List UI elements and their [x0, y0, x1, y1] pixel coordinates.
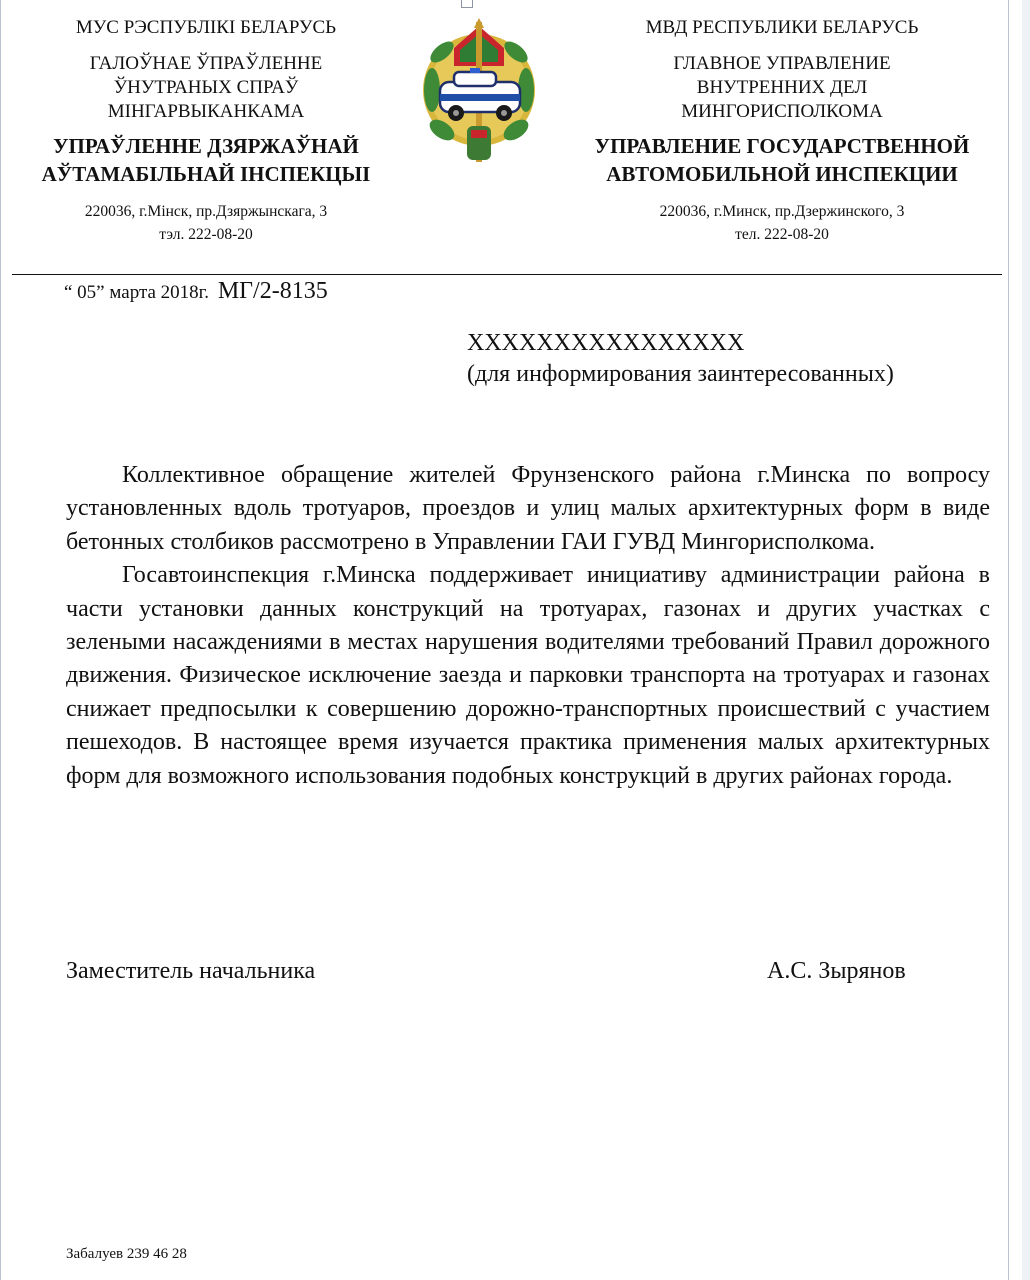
- division-ru-line-2: АВТОМОБИЛЬНОЙ ИНСПЕКЦИИ: [606, 162, 958, 186]
- ministry-by: МУС РЭСПУБЛІКІ БЕЛАРУСЬ: [75, 17, 337, 38]
- window-scroll-gutter: [1022, 0, 1030, 1280]
- department-by-line-1: ГАЛОЎНАЕ ЎПРАЎЛЕННЕ: [89, 53, 323, 74]
- department-by-line-3: МІНГАРВЫКАНКАМА: [107, 101, 305, 122]
- body-paragraph: Госавтоинспекция г.Минска поддерживает инициативу администрации района в части установки данных конструкций на тротуарах, газонах и других участках с зелеными насаждениями в местах нарушения водителями требований Правил дорожного движения. Физическое исключение заезда и парковки транспорта на тротуарах и газонах снижает предпосылки к совершению дорожно-транспортных происшествий с участием пешеходов. В настоящее время изучается практика применения малых архитектурных форм для возможного использования подобных конструкций в других районах города.: [66, 562, 990, 789]
- division-by-line-2: АЎТАМАБІЛЬНАЙ ІНСПЕКЦЫІ: [41, 162, 371, 186]
- page-frame-right: [1008, 0, 1009, 1280]
- address-ru: 220036, г.Минск, пр.Дзержинского, 3: [659, 203, 905, 220]
- address-by: 220036, г.Мінск, пр.Дзяржынскага, 3: [84, 203, 328, 220]
- letter-body: [66, 459, 990, 793]
- executor-note: Забалуев 239 46 28: [66, 1246, 187, 1262]
- phone-by: тэл. 222-08-20: [159, 226, 253, 243]
- ministry-ru: МВД РЕСПУБЛИКИ БЕЛАРУСЬ: [645, 17, 919, 38]
- signatory-title: Заместитель начальника: [66, 958, 316, 984]
- page-frame-left: [0, 0, 1, 1280]
- addressee-block: [467, 328, 894, 390]
- addressee-name: XXXXXXXXXXXXXXXX: [467, 330, 745, 356]
- addressee-note: (для информирования заинтересованных): [467, 361, 894, 387]
- signatory-name: А.С. Зырянов: [767, 958, 906, 984]
- traffic-police-emblem-icon: [418, 18, 540, 168]
- division-by-line-1: УПРАЎЛЕННЕ ДЗЯРЖАЎНАЙ: [53, 134, 359, 158]
- department-ru-line-1: ГЛАВНОЕ УПРАВЛЕНИЕ: [673, 53, 891, 74]
- letter-date: “ 05” марта 2018г.: [64, 282, 210, 303]
- department-by-line-2: ЎНУТРАНЫХ СПРАЎ: [113, 77, 299, 98]
- department-ru-line-2: ВНУТРЕННИХ ДЕЛ: [696, 77, 868, 98]
- body-paragraph: Коллективное обращение жителей Фрунзенского района г.Минска по вопросу установленных вдоль тротуаров, проездов и улиц малых архитектурных форм в виде бетонных столбиков рассмотрено в Управлении ГАИ ГУВД Мингорисполкома.: [66, 462, 990, 555]
- phone-ru: тел. 222-08-20: [735, 226, 829, 243]
- registration-number: МГ/2-8135: [217, 278, 328, 304]
- ruler-indent-marker[interactable]: [461, 0, 473, 8]
- letterhead-right: [576, 16, 988, 246]
- division-ru-line-1: УПРАВЛЕНИЕ ГОСУДАРСТВЕННОЙ: [594, 134, 970, 158]
- letterhead-left: [12, 16, 400, 246]
- department-ru-line-3: МИНГОРИСПОЛКОМА: [681, 101, 883, 122]
- letterhead-divider: [12, 274, 1002, 275]
- date-and-number: [64, 278, 328, 305]
